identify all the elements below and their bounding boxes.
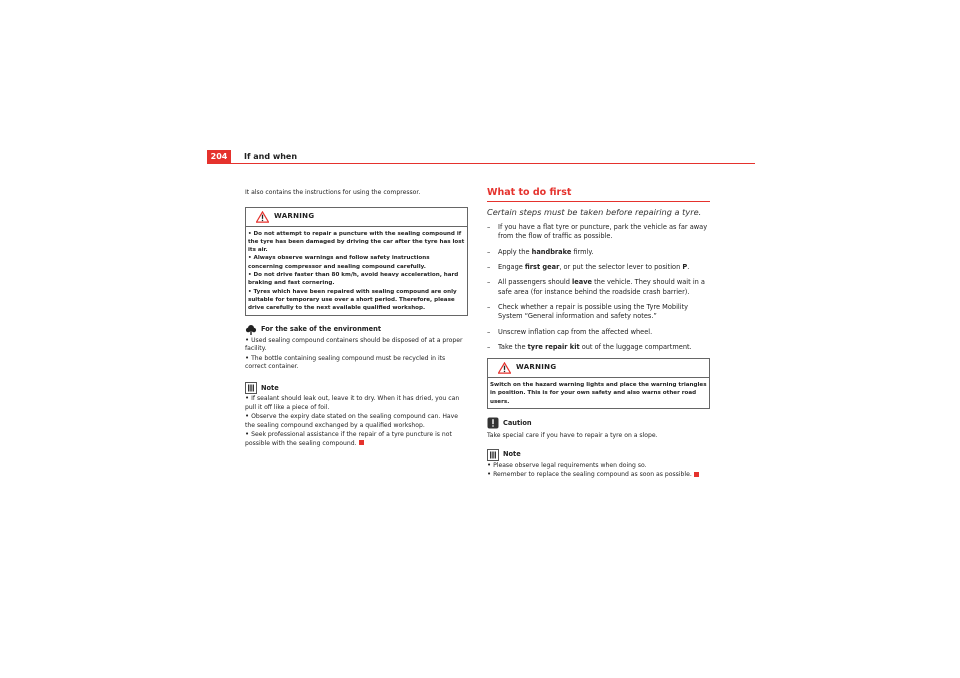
warning-box-right — [487, 358, 710, 409]
step-item: – Take the tyre repair kit out of the luggage compartment. — [487, 342, 692, 351]
note-item: • Observe the expiry date stated on the sealing compound can. Have the sealing compound exchanged by a qualified workshop. — [245, 412, 458, 429]
note-icon — [245, 382, 257, 394]
warning-title: WARNING — [274, 211, 315, 220]
section-subtitle: Certain steps must be taken before repairing a tyre. — [487, 206, 702, 217]
note-heading — [245, 382, 468, 394]
warning-header — [246, 208, 467, 227]
step-item: – If you have a flat tyre or puncture, park the vehicle as far away from the flow of traffic as possible. — [487, 223, 708, 241]
warning-item: • Tyres which have been repaired with sealing compound are only suitable for temporary use over a short period. Therefore, please drive carefully to the next available qualified workshop. — [248, 288, 457, 312]
warning-triangle-icon — [498, 362, 511, 374]
note-item: • Please observe legal requirements when doing so. — [487, 460, 647, 469]
step-item: – Apply the handbrake firmly. — [487, 247, 594, 256]
step-item: – Engage first gear, or put the selector lever to position P. — [487, 263, 690, 272]
environment-item: • The bottle containing sealing compound must be recycled in its correct container. — [245, 353, 446, 371]
step-item: – All passengers should leave the vehicle. They should wait in a safe area (for instance behind the roadside crash barrier). — [487, 278, 705, 296]
warning-title: WARNING — [516, 363, 557, 372]
caution-text: Take special care if you have to repair a tyre on a slope. — [487, 432, 658, 440]
warning-item: • Do not drive faster than 80 km/h, avoid heavy acceleration, hard braking and fast cornering. — [248, 272, 459, 287]
warning-text: Switch on the hazard warning lights and place the warning triangles in position. This is for your own safety and also warns other road users. — [490, 382, 707, 405]
environment-item: • Used sealing compound containers should be disposed of at a proper facility. — [245, 335, 463, 353]
caution-icon — [487, 417, 499, 429]
intro-text: It also contains the instructions for using the compressor. — [245, 189, 421, 196]
warning-box — [245, 207, 468, 316]
warning-item: • Do not attempt to repair a puncture with the sealing compound if the tyre has been damaged by driving the car after the tyre has lost its air. — [248, 230, 465, 254]
note-icon — [487, 449, 499, 461]
note-item: • Remember to replace the sealing compound as soon as possible. — [487, 470, 710, 480]
note-title: Note — [261, 383, 279, 392]
running-title: If and when — [244, 152, 298, 161]
caution-title: Caution — [503, 418, 532, 427]
warning-body — [246, 227, 467, 315]
note-item: • If sealant should leak out, leave it to dry. When it has dried, you can pull it off like a piece of foil. — [245, 393, 460, 411]
step-item: – Check whether a repair is possible using the Tyre Mobility System “General information and safety notes.” — [487, 302, 689, 321]
page-number: 204 — [207, 150, 231, 163]
warning-item: • Always observe warnings and follow safety instructions concerning compressor and sealing compound carefully. — [248, 255, 430, 270]
section-heading: What to do first — [487, 189, 710, 202]
tree-icon — [245, 324, 257, 336]
header-rule — [207, 163, 755, 164]
caution-heading — [487, 417, 710, 429]
warning-header — [488, 359, 709, 378]
end-marker-icon — [359, 440, 364, 445]
left-column — [245, 189, 468, 449]
environment-heading — [245, 324, 468, 336]
right-column — [487, 189, 710, 480]
warning-body — [488, 378, 709, 408]
warning-triangle-icon — [256, 211, 269, 223]
environment-title: For the sake of the environment — [261, 325, 381, 334]
step-item: – Unscrew inflation cap from the affected wheel. — [487, 327, 653, 336]
end-marker-icon — [694, 472, 699, 477]
note-item: • Seek professional assistance if the repair of a tyre puncture is not possible with the sealing compound. — [245, 430, 452, 447]
note-title: Note — [503, 450, 521, 459]
note-heading-right — [487, 449, 710, 461]
